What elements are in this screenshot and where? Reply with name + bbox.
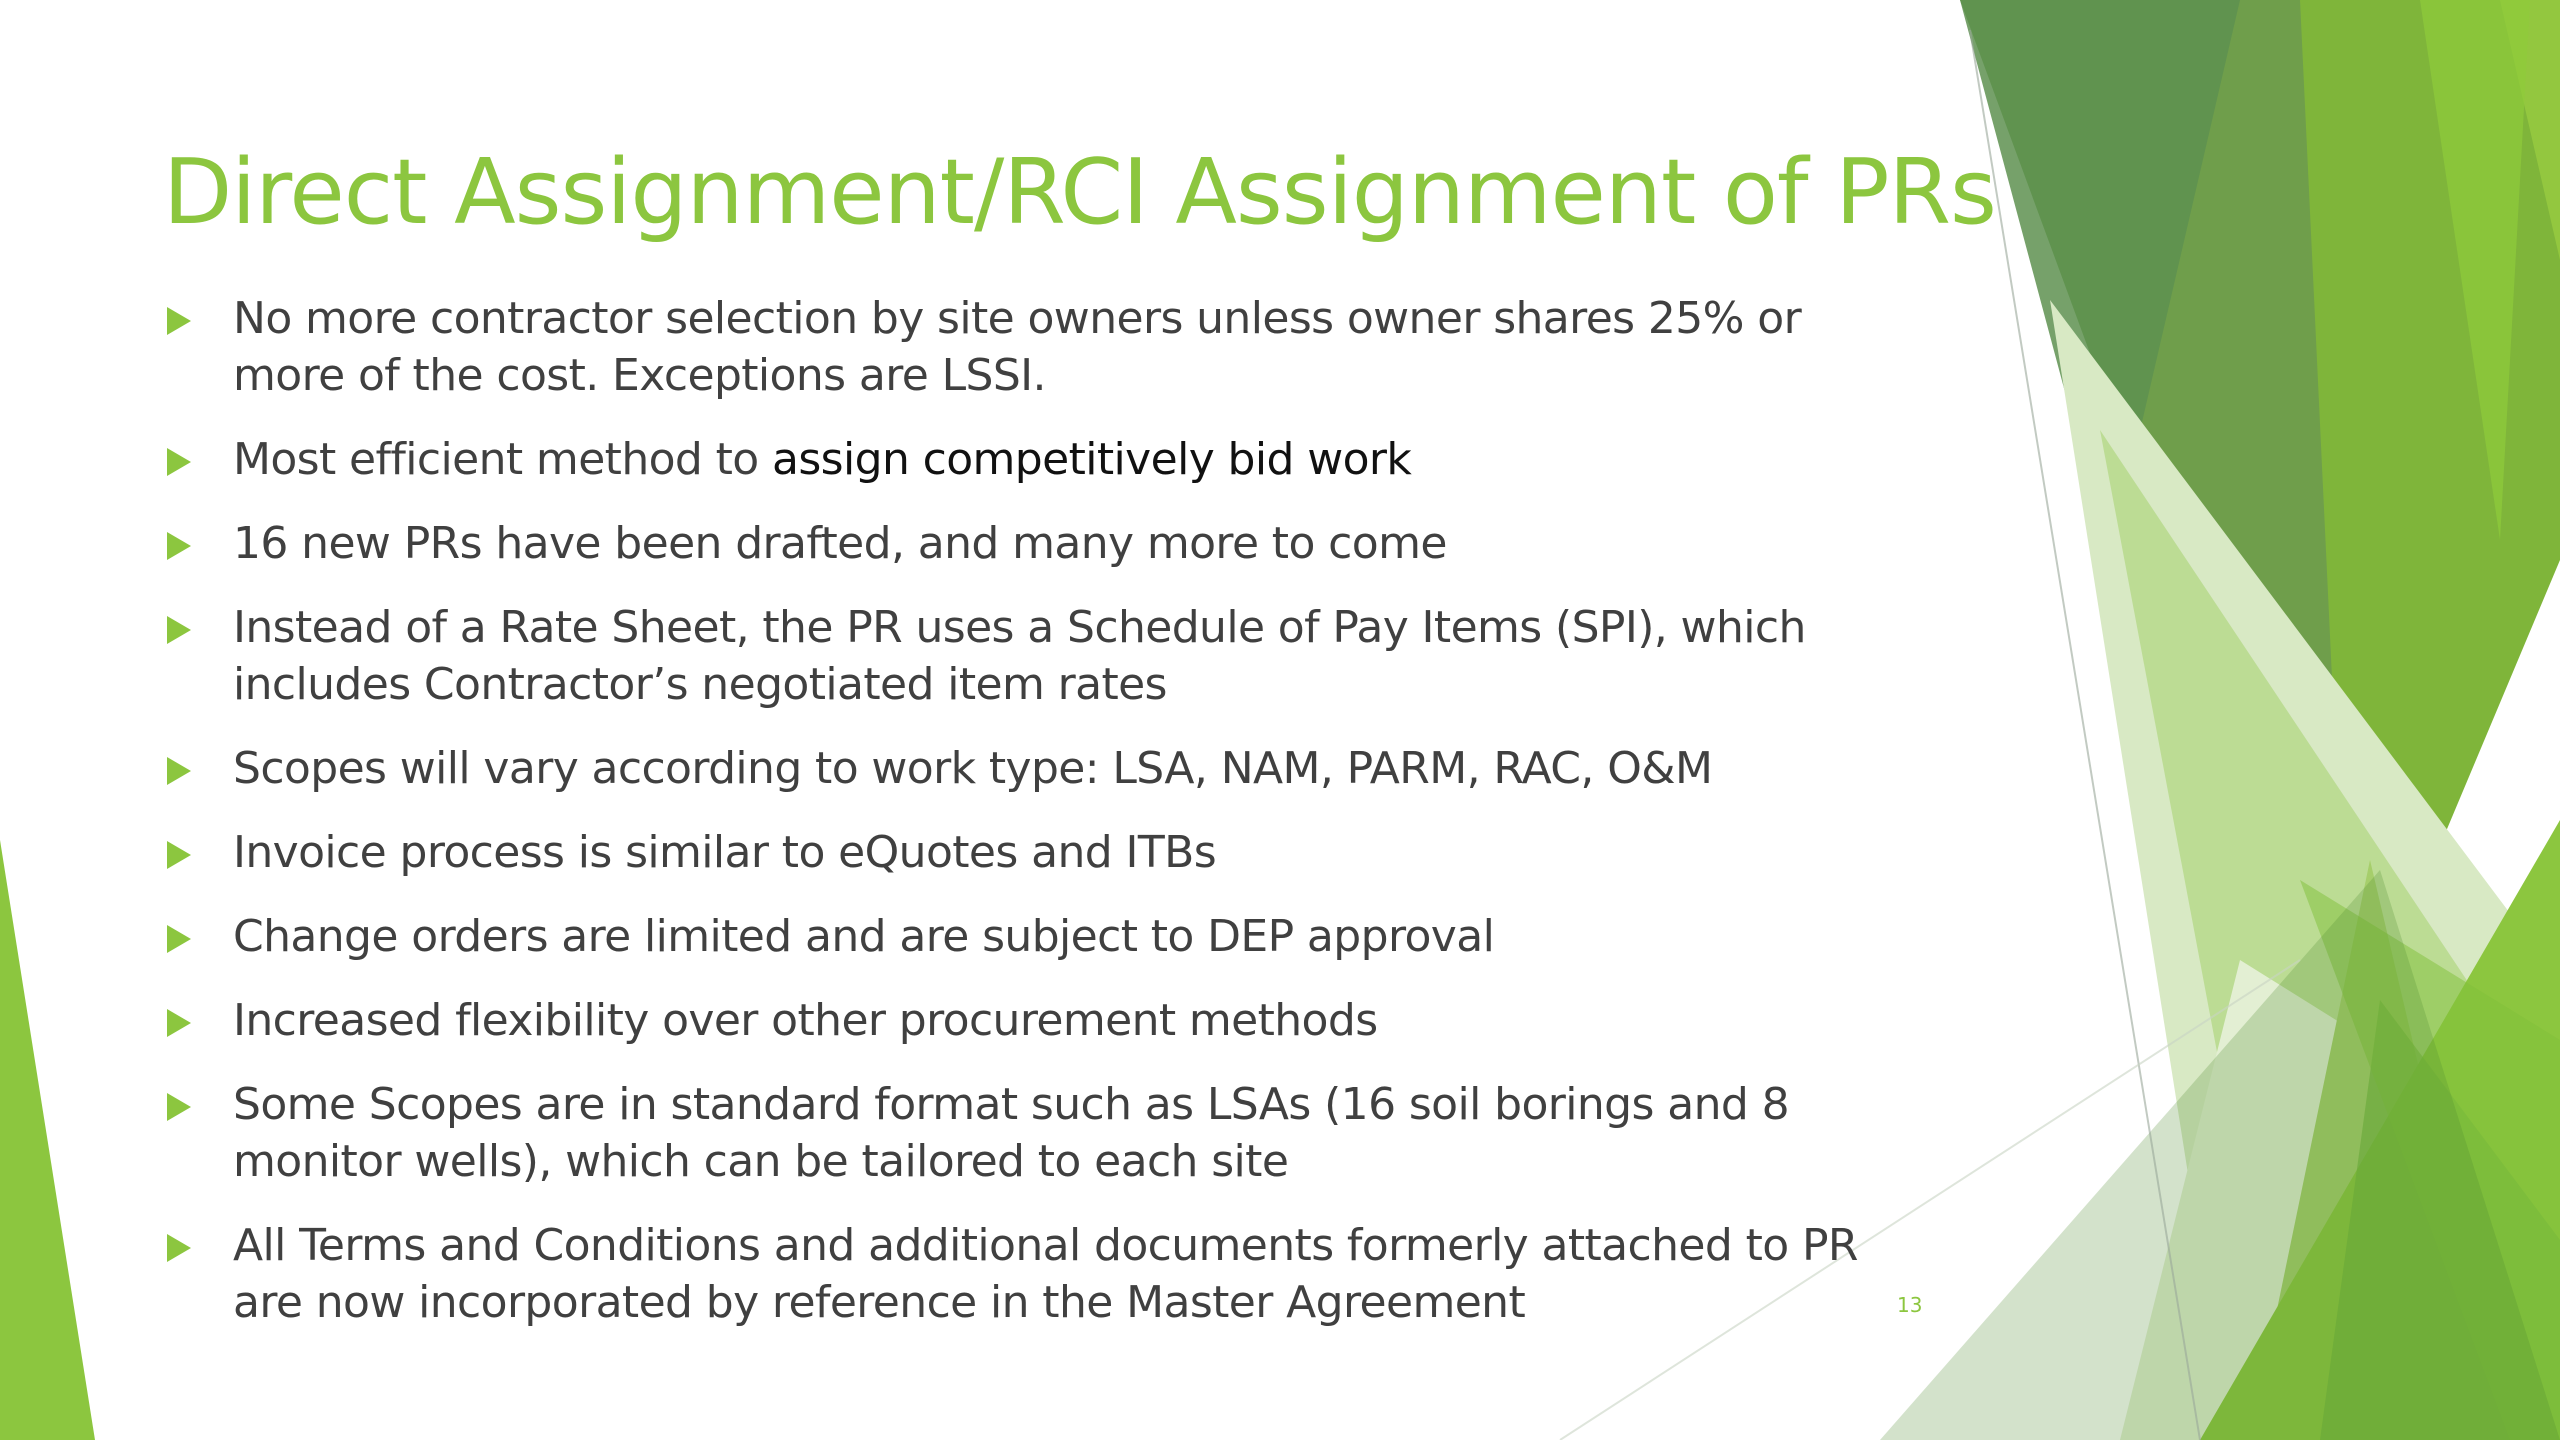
triangle-bullet-icon	[167, 1093, 191, 1121]
bullet-item	[163, 1217, 1923, 1331]
bullet-item	[163, 431, 1923, 488]
triangle-bullet-icon	[167, 757, 191, 785]
bullet-text: Change orders are limited and are subject to DEP approval	[233, 911, 1495, 962]
triangle-bullet-icon	[167, 532, 191, 560]
bullet-item	[163, 992, 1923, 1049]
triangle-bullet-icon	[167, 841, 191, 869]
bullet-item	[163, 515, 1923, 572]
triangle-bullet-icon	[167, 925, 191, 953]
bullet-text: Instead of a Rate Sheet, the PR uses a Schedule of Pay Items (SPI), which includes Contractor’s negotiated item rates	[233, 602, 1806, 710]
page-number: 13	[1897, 1293, 1923, 1317]
bullet-item	[163, 824, 1923, 881]
bullet-list	[163, 290, 1923, 1358]
bullet-text: All Terms and Conditions and additional documents formerly attached to PR are now incorporated by reference in the Master Agreement	[233, 1220, 1858, 1328]
bullet-text: 16 new PRs have been drafted, and many more to come	[233, 518, 1447, 569]
triangle-bullet-icon	[167, 448, 191, 476]
bullet-text: Increased flexibility over other procurement methods	[233, 995, 1378, 1046]
triangle-bullet-icon	[167, 1009, 191, 1037]
bullet-emphasis-text: assign competitively bid work	[772, 434, 1412, 485]
bullet-item	[163, 740, 1923, 797]
bullet-item	[163, 290, 1923, 404]
bullet-text: No more contractor selection by site owners unless owner shares 25% or more of the cost. Exceptions are LSSI.	[233, 293, 1802, 401]
bullet-text: Most efficient method to	[233, 434, 772, 485]
bullet-text: Scopes will vary according to work type: LSA, NAM, PARM, RAC, O&M	[233, 743, 1713, 794]
slide-title: Direct Assignment/RCI Assignment of PRs	[163, 140, 1996, 245]
bullet-item	[163, 1076, 1923, 1190]
triangle-bullet-icon	[167, 1234, 191, 1262]
triangle-bullet-icon	[167, 307, 191, 335]
bullet-text: Some Scopes are in standard format such as LSAs (16 soil borings and 8 monitor wells), which can be tailored to each site	[233, 1079, 1789, 1187]
bullet-text: Invoice process is similar to eQuotes and ITBs	[233, 827, 1217, 878]
triangle-bullet-icon	[167, 616, 191, 644]
bullet-item	[163, 599, 1923, 713]
bullet-item	[163, 908, 1923, 965]
